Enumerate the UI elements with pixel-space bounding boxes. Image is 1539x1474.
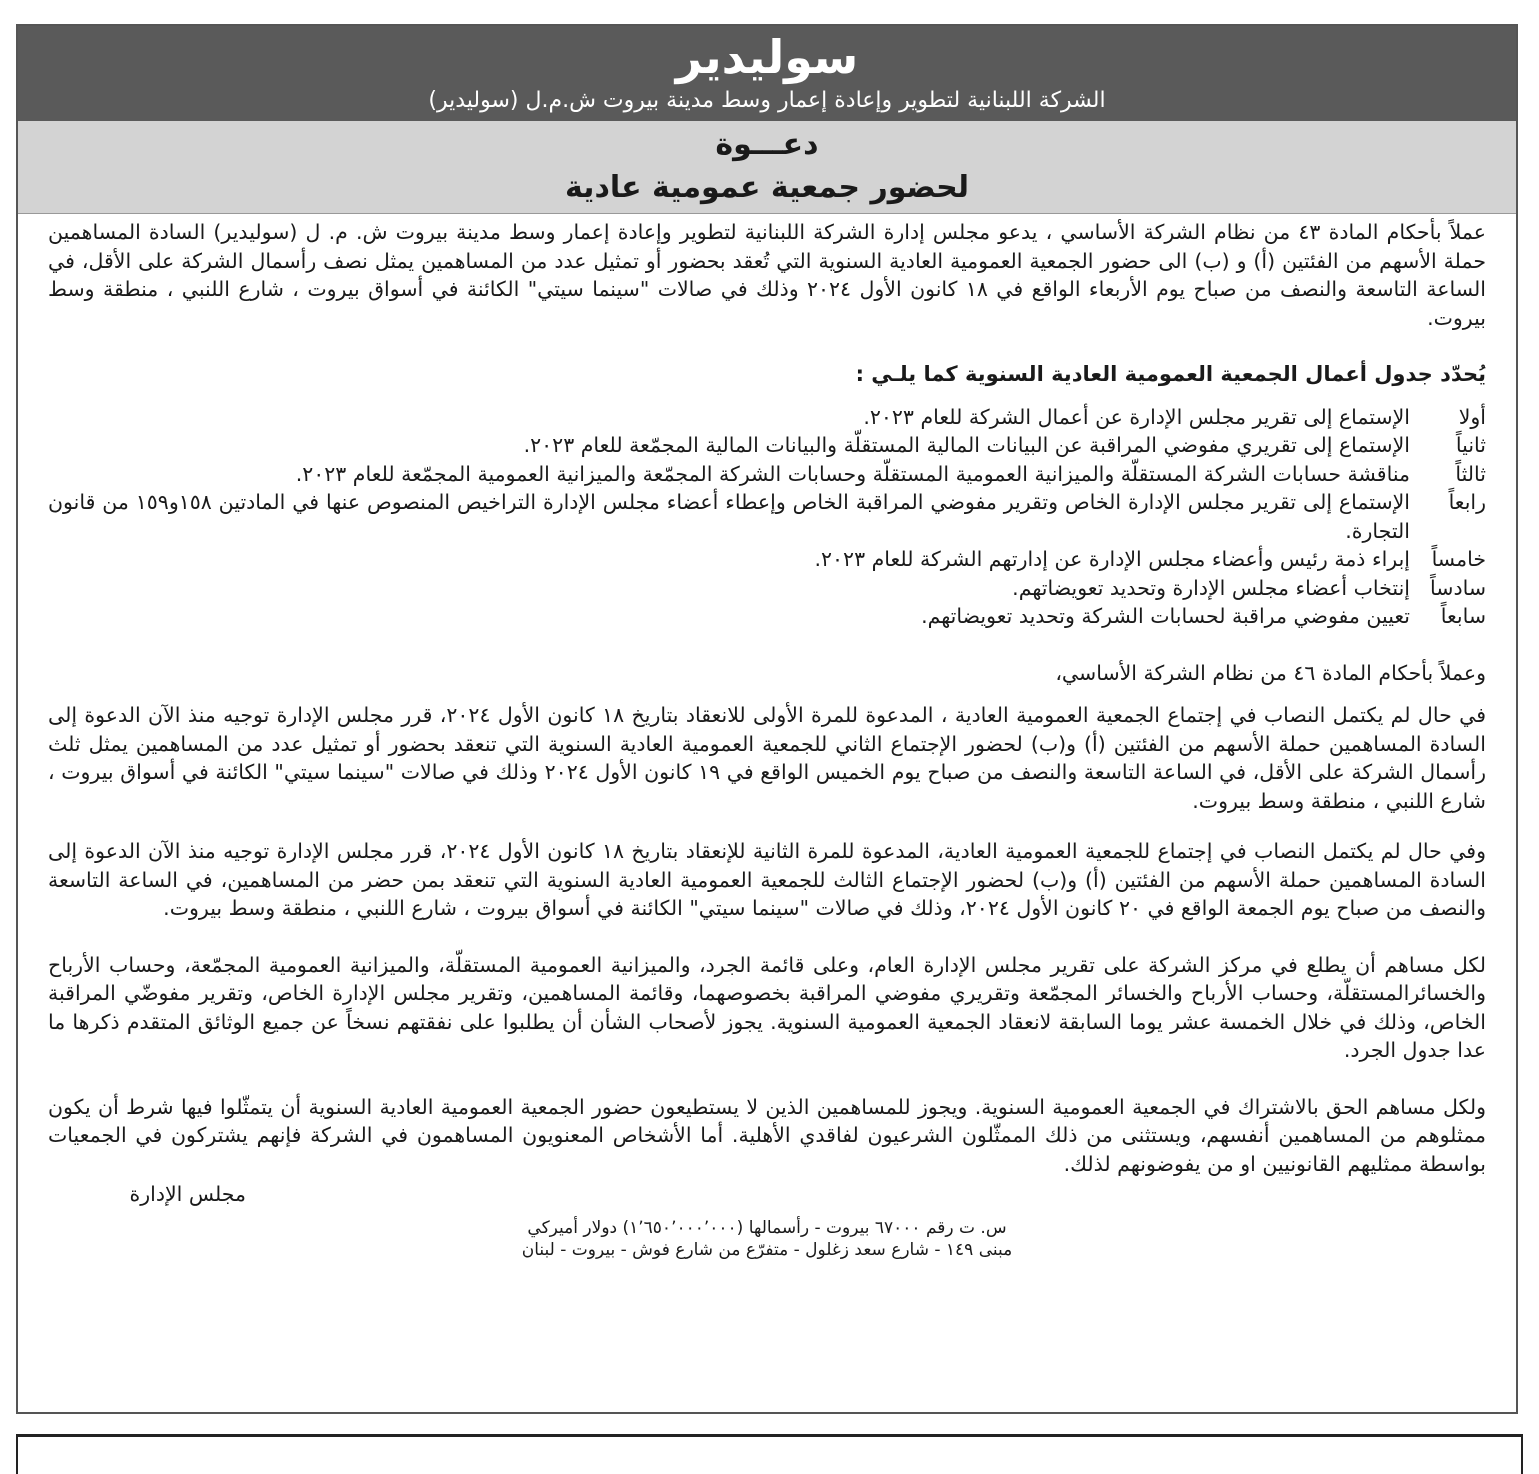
agenda-item-number: خامساً xyxy=(1431,547,1486,571)
agenda-item-number: أولا xyxy=(1458,404,1486,429)
agenda-item-number: سادساً xyxy=(1430,575,1486,600)
registration-line: س. ت رقم ٦٧٠٠٠ بيروت - رأسمالها (١٬٦٥٠٬٠٠٠٬٠٠٠) دولار أميركي xyxy=(527,1217,1007,1238)
title-invitation: دعـــوة xyxy=(715,127,819,162)
agenda-item xyxy=(48,574,1486,603)
agenda-item xyxy=(48,488,1486,545)
address-line: مبنى ١٤٩ - شارع سعد زغلول - متفرّع من شارع فوش - بيروت - لبنان xyxy=(521,1239,1013,1260)
third-meeting-paragraph: وفي حال لم يكتمل النصاب في إجتماع للجمعية العمومية العادية، المدعوة للمرة الثانية للإنعقاد بتاريخ ١٨ كانون الأول ٢٠٢٤، قرر مجلس الإدارة توجيه منذ الآن الدعوة إلى السادة المساهمين حملة الأسهم من الفئتين (أ) و(ب) لحضور الإجتماع الثالث للجمعية العمومية العادية السنوية التي تنعقد بمن حضر من المساهمين، في الساعة التاسعة والنصف من صباح يوم الجمعة الواقع في ٢٠ كانون الأول ٢٠٢٤، وذلك في صالات "سينما سيتي" الكائنة في أسواق بيروت ، شارع اللنبي ، منطقة وسط بيروت. xyxy=(48,839,1486,920)
agenda-item-text: الإستماع إلى تقرير مجلس الإدارة الخاص وتقرير مفوضي المراقبة الخاص وإعطاء أعضاء مجلس الإدارة التراخيص المنصوص عنها في المادتين ١٥٨و١٥٩ من قانون التجارة. xyxy=(48,490,1411,543)
rights-paragraph: ولكل مساهم الحق بالاشتراك في الجمعية العمومية السنوية. ويجوز للمساهمين الذين لا يستطيعون حضور الجمعية العمومية العادية السنوية أن يتمثّلوا فيها شرط أن يكون ممثلوهم من المساهمين أنفسهم، ويستثنى من ذلك الممثّلون الشرعيون لفاقدي الأهلية. أما الأشخاص المعنويون المساهمون في الشركة فإنهم يشتركون في الجمعيات بواسطة ممثليهم القانونيين او من يفوضونهم لذلك. xyxy=(48,1094,1486,1176)
agenda-item-text: تعيين مفوضي مراقبة لحسابات الشركة وتحديد تعويضاتهم. xyxy=(921,604,1410,628)
agenda-item-text: الإستماع إلى تقرير مجلس الإدارة عن أعمال الشركة للعام ٢٠٢٣. xyxy=(863,404,1410,429)
next-notice-border xyxy=(16,1434,1523,1474)
agenda-item xyxy=(48,602,1486,631)
agenda-list xyxy=(48,403,1486,631)
agenda-item xyxy=(48,403,1486,432)
agenda-item xyxy=(48,545,1486,574)
second-meeting-paragraph: في حال لم يكتمل النصاب في إجتماع الجمعية العمومية العادية ، المدعوة للمرة الأولى للانعقاد بتاريخ ١٨ كانون الأول ٢٠٢٤، قرر مجلس الإدارة توجيه منذ الآن الدعوة إلى السادة المساهمين حملة الأسهم من الفئتين (أ) و(ب) لحضور الإجتماع الثاني للجمعية العمومية العادية السنوية التي تنعقد بحضور أو تمثيل عدد من المساهمين يمثل ثلث رأسمال الشركة على الأقل، في الساعة التاسعة والنصف من صباح يوم الخميس الواقع في ١٩ كانون الأول ٢٠٢٤ وذلك في صالات "سينما سيتي" الكائنة في أسواق بيروت ، شارع اللنبي ، منطقة وسط بيروت. xyxy=(48,703,1486,813)
agenda-item-number: رابعاً xyxy=(1448,490,1486,514)
agenda-item xyxy=(48,431,1486,460)
title-subject: لحضور جمعية عمومية عادية xyxy=(564,170,969,205)
intro-paragraph: عملاً بأحكام المادة ٤٣ من نظام الشركة الأساسي ، يدعو مجلس إدارة الشركة اللبنانية لتطوير وإعادة إعمار وسط مدينة بيروت ش. م. ل (سوليدير) السادة المساهمين حملة الأسهم من الفئتين (أ) و (ب) الى حضور الجمعية العمومية العادية السنوية التي تُعقد بحضور أو تمثيل عدد من المساهمين يمثل نصف رأسمال الشركة على الأقل، في الساعة التاسعة والنصف من صباح يوم الأربعاء الواقع في ١٨ كانون الأول ٢٠٢٤ وذلك في صالات "سينما سيتي" الكائنة في أسواق بيروت ، شارع اللنبي ، منطقة وسط بيروت. xyxy=(48,220,1486,330)
agenda-item-text: إبراء ذمة رئيس وأعضاء مجلس الإدارة عن إدارتهم الشركة للعام ٢٠٢٣. xyxy=(814,547,1410,571)
agenda-item-number: ثانياً xyxy=(1455,433,1486,457)
article46-intro: وعملاً بأحكام المادة ٤٦ من نظام الشركة الأساسي، xyxy=(1055,660,1486,685)
agenda-item-text: إنتخاب أعضاء مجلس الإدارة وتحديد تعويضاتهم. xyxy=(1012,575,1410,600)
agenda-item-text: مناقشة حسابات الشركة المستقلّة والميزانية العمومية المستقلّة وحسابات الشركة المجمّعة والميزانية العمومية المجمّعة للعام ٢٠٢٣. xyxy=(295,461,1410,486)
agenda-item-text: الإستماع إلى تقريري مفوضي المراقبة عن البيانات المالية المستقلّة والبيانات المالية المجمّعة للعام ٢٠٢٣. xyxy=(523,433,1410,457)
agenda-item xyxy=(48,460,1486,489)
notice-frame xyxy=(16,24,1518,1414)
title-band xyxy=(18,121,1516,214)
company-footer xyxy=(48,1217,1486,1261)
header-band xyxy=(18,26,1516,121)
agenda-item-number: ثالثاً xyxy=(1455,461,1486,486)
company-name: الشركة اللبنانية لتطوير وإعادة إعمار وسط مدينة بيروت ش.م.ل (سوليدير) xyxy=(428,88,1106,113)
documents-paragraph: لكل مساهم أن يطلع في مركز الشركة على تقرير مجلس الإدارة العام، وعلى قائمة الجرد، والميزانية العمومية المستقلّة، والميزانية العمومية المجمّعة، وحساب الأرباح والخسائرالمستقلّة، وحساب الأرباح والخسائر المجمّعة وتقريري مفوضي المراقبة بخصوصهما، وقائمة المساهمين، وتقرير مجلس الإدارة الخاص، وتقرير مفوضّي المراقبة الخاص، وذلك في خلال الخمسة عشر يوما السابقة لانعقاد الجمعية العمومية السنوية. يجوز لأصحاب الشأن أن يطلبوا على نفقتهم نسخاً عن جميع الوثائق المتقدم ذكرها ما عدا جدول الجرد. xyxy=(48,952,1486,1062)
logo: سوليدير xyxy=(675,30,859,84)
agenda-item-number: سابعاً xyxy=(1440,604,1486,628)
signature: مجلس الإدارة xyxy=(129,1182,246,1206)
agenda-heading: يُحدّد جدول أعمال الجمعية العمومية العادية السنوية كما يلـي : xyxy=(855,362,1486,386)
notice-body xyxy=(18,214,1516,1261)
